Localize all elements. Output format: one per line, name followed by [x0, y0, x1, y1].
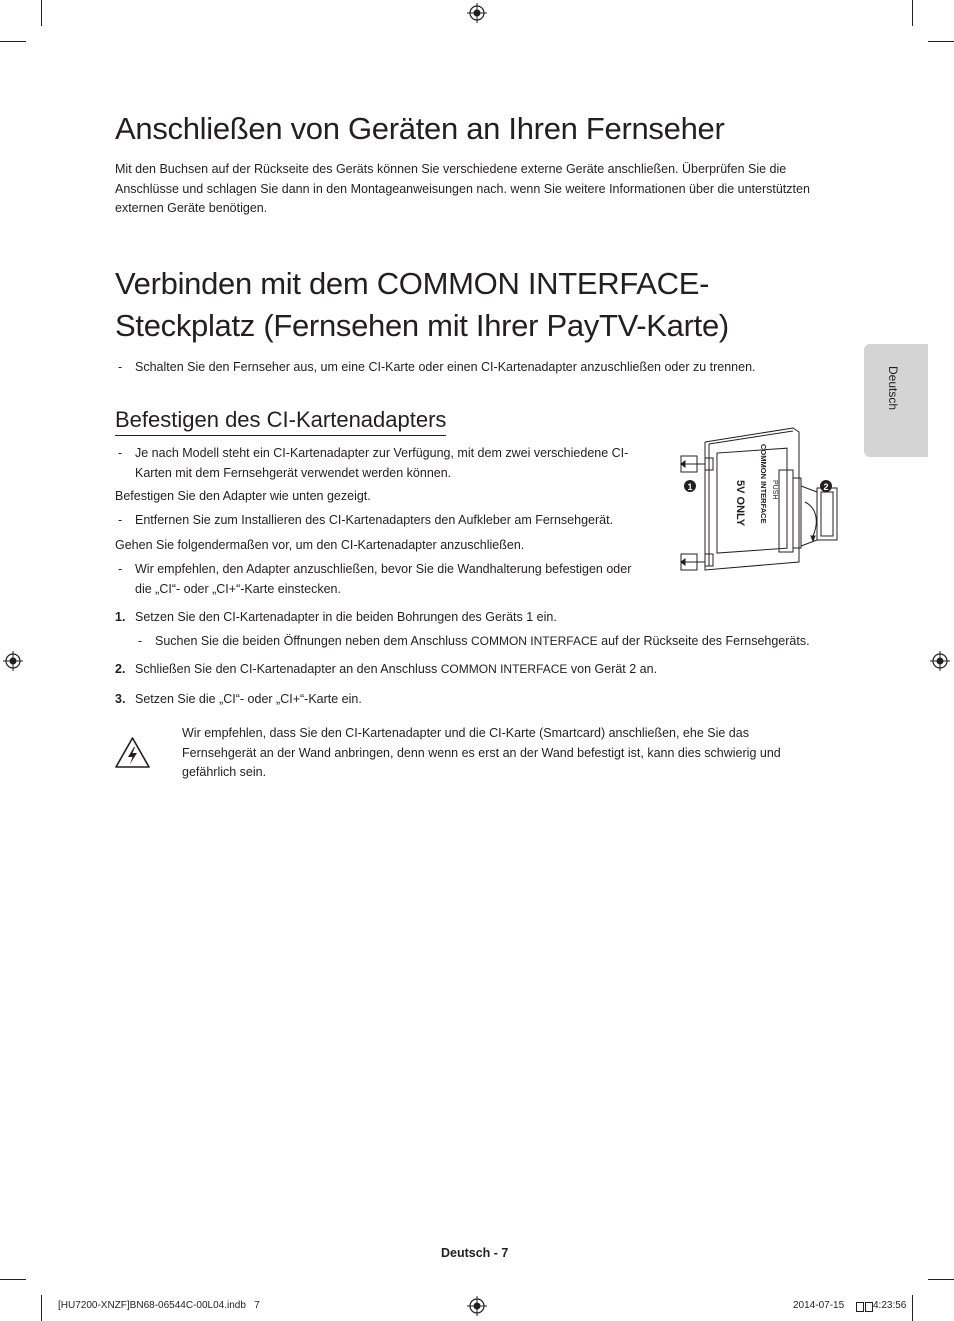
step-text: Setzen Sie den CI-Kartenadapter in die beiden Bohrungen des Geräts 1 ein.: [135, 610, 557, 624]
page-title: Anschließen von Geräten an Ihren Fernseher: [115, 111, 725, 146]
note-power-off: Schalten Sie den Fernseher aus, um eine CI-Karte oder einen CI-Kartenadapter anzuschließen oder zu trennen.: [135, 360, 756, 374]
bullet-dash: -: [118, 562, 123, 576]
step-text: [135, 660, 835, 680]
bullet-dash: -: [118, 513, 123, 527]
crop-mark: [41, 1295, 42, 1321]
bullet-dash: -: [118, 360, 123, 374]
step-number: 1.: [115, 610, 126, 624]
registration-mark-icon: [467, 1296, 487, 1316]
language-tab: [864, 344, 928, 457]
paragraph-procedure: Gehen Sie folgendermaßen vor, um den CI-Kartenadapter anzuschließen.: [115, 538, 525, 552]
bullet-dash: -: [138, 634, 143, 648]
crop-mark: [0, 1279, 26, 1280]
step-number: 2.: [115, 662, 126, 676]
step-text: Setzen Sie die „CI“- oder „CI+“-Karte ein.: [135, 692, 362, 706]
diagram-port-label: COMMON INTERFACE: [759, 444, 768, 524]
intro-paragraph: Mit den Buchsen auf der Rückseite des Geräts können Sie verschiedene externe Geräte anschließen. Überprüfen Sie die Anschlüsse und schlagen Sie dann in den Montageanweisungen nach. wenn Sie weitere Informationen über die unterstützten externen Geräte benötigen.: [115, 162, 810, 215]
warning-icon: [114, 736, 151, 769]
note-model: Je nach Modell steht ein CI-Kartenadapter zur Verfügung, mit dem zwei verschiedene CI-Karten mit dem Fernsehgerät verwendet werden können.: [135, 446, 629, 480]
diagram-voltage-label: 5V ONLY: [734, 480, 746, 527]
bullet-dash: -: [118, 446, 123, 460]
crop-mark: [41, 0, 42, 26]
crop-mark: [912, 1295, 913, 1321]
paragraph-attach: Befestigen Sie den Adapter wie unten gezeigt.: [115, 489, 371, 503]
print-time: 4:23:56: [873, 1300, 907, 1311]
ci-adapter-diagram: [675, 422, 845, 578]
warning-text: Wir empfehlen, dass Sie den CI-Kartenadapter und die CI-Karte (Smartcard) anschließen, ehe Sie das Fernsehgerät an der Wand anbringen, denn wenn es erst an der Wand befestigt ist, kann dies schwierig und gefährlich sein.: [182, 726, 781, 779]
crop-mark: [0, 41, 26, 42]
crop-mark: [912, 0, 913, 26]
crop-mark: [928, 1279, 954, 1280]
port-keyword: COMMON INTERFACE: [470, 634, 598, 648]
diagram-push-label: PUSH: [771, 480, 778, 500]
print-glyph-boxes: [856, 1301, 873, 1315]
step-1-subnote: [155, 632, 855, 652]
registration-mark-icon: [3, 651, 23, 671]
section-title-line-1: Verbinden mit dem COMMON INTERFACE-: [115, 266, 710, 301]
port-keyword: COMMON INTERFACE: [440, 662, 568, 676]
registration-mark-icon: [467, 3, 487, 23]
print-file-info: [HU7200-XNZF]BN68-06544C-00L04.indb 7: [58, 1300, 260, 1311]
diagram-marker-1: 1: [687, 482, 693, 492]
step-1-subnote-text: Suchen Sie die beiden Öffnungen neben dem Anschluss: [155, 634, 471, 648]
diagram-marker-2: 2: [823, 482, 829, 492]
print-date: 2014-07-15: [793, 1300, 845, 1311]
crop-mark: [928, 41, 954, 42]
page-number: Deutsch - 7: [441, 1246, 509, 1260]
subsection-title: Befestigen des CI-Kartenadapters: [115, 407, 446, 436]
step-2-text: von Gerät 2 an.: [567, 662, 658, 676]
section-title-line-2: Steckplatz (Fernsehen mit Ihrer PayTV-Karte): [115, 308, 729, 343]
step-2-text: Schließen Sie den CI-Kartenadapter an den Anschluss: [135, 662, 441, 676]
registration-mark-icon: [930, 651, 950, 671]
note-wallmount: Wir empfehlen, den Adapter anzuschließen, bevor Sie die Wandhalterung befestigen oder die „CI“- oder „CI+“-Karte einstecken.: [135, 562, 632, 596]
step-1-subnote-text: auf der Rückseite des Fernsehgeräts.: [597, 634, 810, 648]
note-sticker: Entfernen Sie zum Installieren des CI-Kartenadapters den Aufkleber am Fernsehgerät.: [135, 513, 614, 527]
step-number: 3.: [115, 692, 126, 706]
language-tab-label: Deutsch: [886, 366, 900, 411]
